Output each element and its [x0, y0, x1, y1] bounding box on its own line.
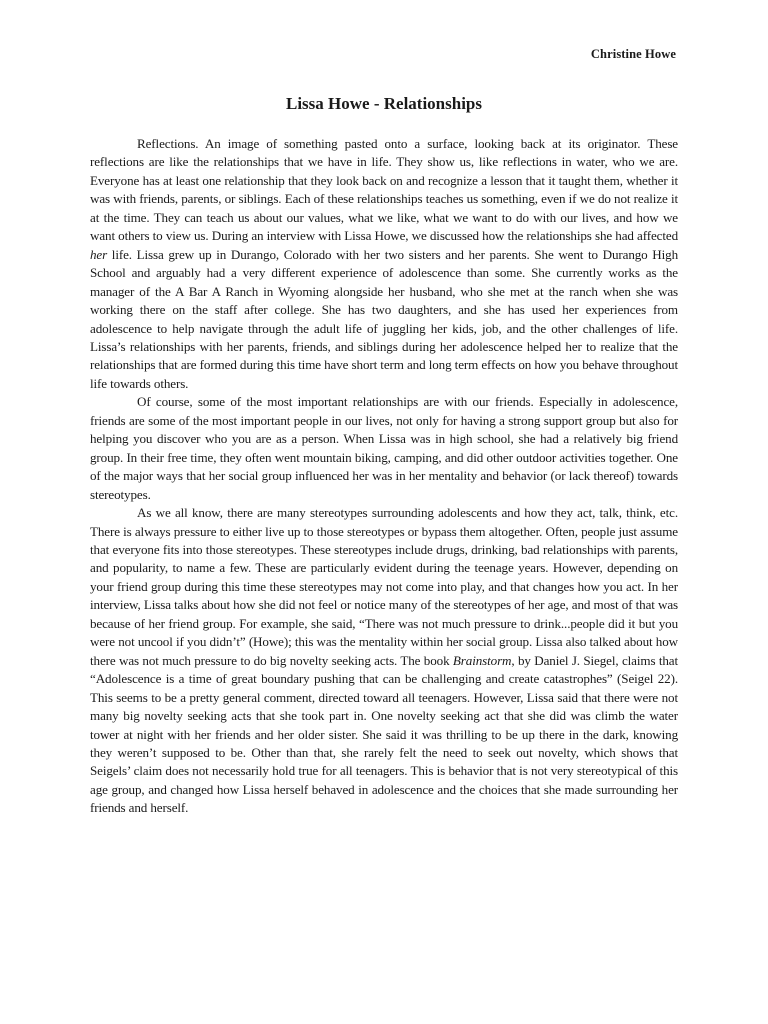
- document-body: [90, 135, 678, 818]
- paragraph-1: [90, 135, 678, 393]
- paragraph-2: Of course, some of the most important relationships are with our friends. Especially in adolescence, friends are some of the most important people in our lives, not only for having a strong support group but also for helping you discover who you are as a person. When Lissa was in high school, she had a relatively big friend group. In their free time, they often went mountain biking, camping, and did other outdoor activities together. One of the major ways that her social group influenced her was in her mentality and behavior (or lack thereof) towards stereotypes.: [90, 394, 678, 502]
- paragraph-1-text-b: life. Lissa grew up in Durango, Colorado with her two sisters and her parents. She went to Durango High School and arguably had a very different experience of adolescence than some. She currently works as the manager of the A Bar A Ranch in Wyoming alongside her husband, who she met at the ranch when she was working there on the staff after college. She has two daughters, and she has used her experiences from adolescence to help navigate through the adult life of juggling her kids, job, and the other challenges of life. Lissa’s relationships with her parents, friends, and siblings during her adolescence helped her to realize that the relationships that are formed during this time have short term and long term effects on how you behave throughout life towards others.: [90, 246, 678, 391]
- paragraph-1-text-a: Reflections. An image of something pasted onto a surface, looking back at its originator. These reflections are like the relationships that we have in life. They show us, like reflections in water, who we are. Everyone has at least one relationship that they look back on and recognize a lesson that it taught them, whether it was with friends, parents, or siblings. Each of these relationships teaches us something, even if we do not realize it at the time. They can teach us about our values, what we like, what we want to do with our lives, and how we want others to view us. During an interview with Lissa Howe, we discussed how the relationships she had affected: [90, 136, 678, 244]
- book-title-brainstorm: Brainstorm: [452, 652, 512, 668]
- paragraph-3-text-a: As we all know, there are many stereotypes surrounding adolescents and how they act, talk, think, etc. There is always pressure to either live up to those stereotypes or bypass them altogether. Often, people just assume that everyone fits into those stereotypes. These stereotypes include drugs, drinking, bad relationships with parents, and popularity, to name a few. These are particularly evident during the teenage years. However, depending on your friend group during this time these stereotypes may not come into play, and that changes how you act. In her interview, Lissa talks about how she did not feel or notice many of the stereotypes of her age, and most of that was because of her friend group. For example, she said, “There was not much pressure to drink...people did it but you were not uncool if you didn’t” (Howe); this was the mentality within her social group. Lissa also talked about how there was not much pressure to do big novelty seeking acts. The book: [90, 505, 678, 668]
- document-title: Lissa Howe - Relationships: [286, 94, 482, 113]
- paragraph-3-text-b: , by Daniel J. Siegel, claims that “Adolescence is a time of great boundary pushing that can be challenging and create catastrophes” (Seigel 22). This seems to be a pretty general comment, directed toward all teenagers. However, Lissa said that there were not many big novelty seeking acts that she took part in. One novelty seeking act that she did was climb the water tower at night with her friends and her older sister. She said it was thrilling to be up there in the dark, knowing they weren’t supposed to be. Other than that, she rarely felt the need to seek out novelty, which shows that Seigels’ claim does not necessarily hold true for all teenagers. This is behavior that is not very stereotypical of this age group, and changed how Lissa herself behaved in adolescence and the choices that she made surrounding her friends and herself.: [90, 652, 678, 816]
- emphasis-her: her: [90, 246, 108, 262]
- author-name: Christine Howe: [590, 47, 676, 61]
- paragraph-3: [90, 504, 678, 818]
